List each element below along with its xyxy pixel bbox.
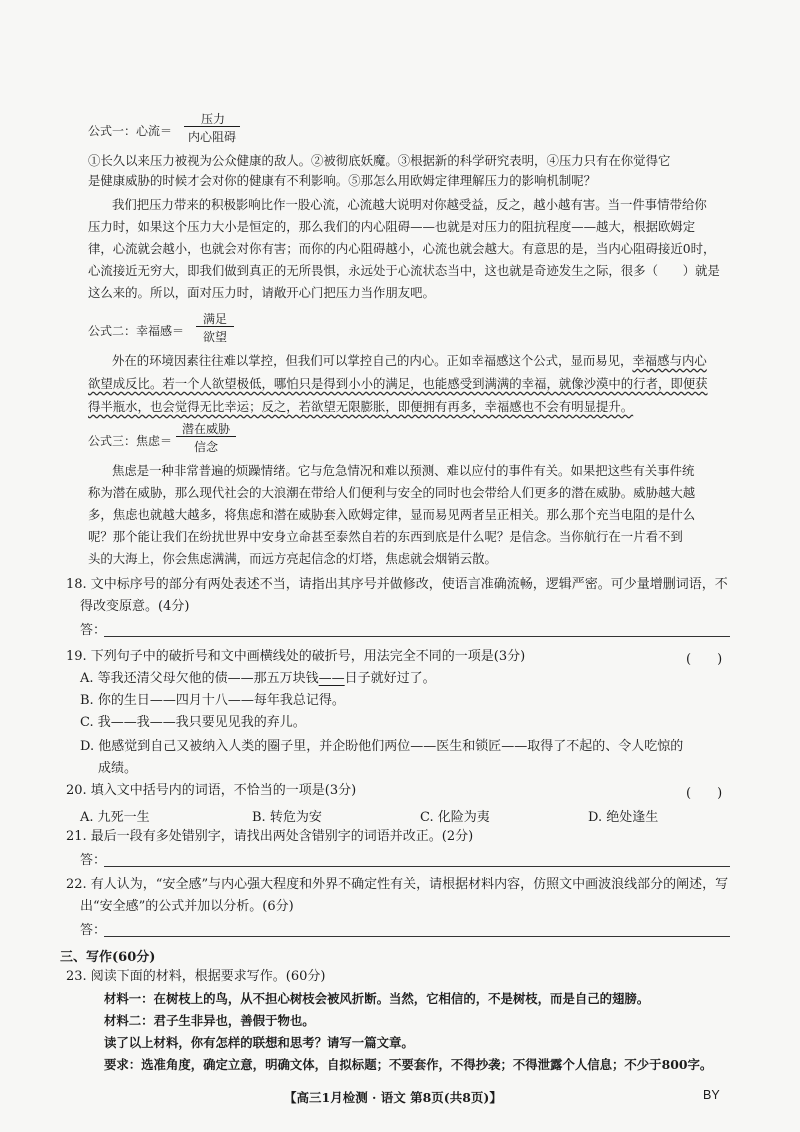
para4-line-5: 头的大海上，你会焦虑满满，而远方亮起信念的灯塔，焦虑就会烟销云散。 [88, 551, 497, 566]
para2-line-1: 我们把压力带来的积极影响比作一股心流，心流越大说明对你越受益，反之，越小越有害。当一件事情带给你 [112, 197, 707, 212]
q21-stem: 21. 最后一段有多处错别字，请找出两处含错别字的词语并改正。(2分) [66, 829, 474, 844]
formula-1-denominator: 内心阻碍 [187, 130, 236, 144]
para2-line-4: 心流接近无穷大，即我们做到真正的无所畏惧，永远处于心流状态当中，这也就是奇迹发生之际，很多（ ）就是 [88, 263, 720, 278]
q19-answer-paren[interactable]: ( ) [686, 652, 723, 667]
para2-line-3: 律，心流就会越小，也就会对你有害；而你的内心阻碍越小，心流也就会越大。有意思的是，当内心阻碍接近0时， [88, 241, 716, 256]
section-writing-title: 三、写作(60分) [60, 950, 156, 965]
q22-answer-line[interactable] [104, 936, 730, 937]
formula-3-numerator: 潜在威胁 [181, 422, 230, 436]
q19-option-d-cont: 成绩。 [98, 761, 138, 776]
para4-line-1: 焦虑是一种非常普遍的烦躁情绪。它与危急情况和难以预测、难以应付的事件有关。如果把这些有关事件统 [112, 463, 695, 478]
formula-2-label: 公式二：幸福感＝ [88, 324, 185, 338]
para4-line-4: 呢？那个能让我们在纷扰世界中安身立命甚至泰然自若的东西到底是什么呢？是信念。当你航行在一片看不到 [88, 529, 683, 544]
q22-stem-line-1: 22. 有人认为，“安全感”与内心强大程度和外界不确定性有关，请根据材料内容，仿照文中画波浪线部分的阐述，写 [66, 877, 729, 892]
formula-3-denominator: 信念 [193, 440, 218, 454]
q18-answer-line[interactable] [104, 636, 730, 637]
para2-line-2: 压力时，如果这个压力大小是恒定的，那么我们的内心阻碍——也就是对压力的阻抗程度——越大，根据欧姆定 [88, 219, 696, 234]
formula-2-denominator: 欲望 [202, 330, 227, 344]
fraction-bar [184, 126, 240, 127]
q21-answer-label: 答： [80, 853, 107, 868]
para3-line-1 [88, 352, 730, 370]
q19-option-b[interactable]: B. 你的生日——四月十八——每年我总记得。 [80, 693, 345, 708]
q23-requirements: 要求：选准角度，确定立意，明确文体，自拟标题；不要套作，不得抄袭；不得泄露个人信息；不少于800字。 [104, 1057, 713, 1072]
q22-stem-line-2: 出“安全感”的公式并加以分析。(6分) [80, 899, 294, 914]
wavy-underlined-text: 欲望成反比。若一个人欲望极低，哪怕只是得到小小的满足，也能感受到满满的幸福，就像沙漠中的行者，即便获 [88, 376, 708, 391]
q23-material-2: 材料二：君子生非异也，善假于物也。 [104, 1013, 315, 1028]
para4-line-3: 多，焦虑也就越大越多，将焦虑和潜在威胁套入欧姆定律，显而易见两者呈正相关。那么那个充当电阻的是什么 [88, 507, 696, 522]
para4-line-2: 称为潜在威胁，那么现代社会的大浪潮在带给人们便利与安全的同时也会带给人们更多的潜在威胁。威胁越大越 [88, 485, 696, 500]
q20-stem: 20. 填入文中括号内的词语，不恰当的一项是(3分) [66, 783, 357, 798]
para1-line-1: ①长久以来压力被视为公众健康的敌人。②被彻底妖魔。③根据新的科学研究表明，④压力只有在你觉得它 [88, 153, 671, 168]
q20-answer-paren[interactable]: ( ) [686, 786, 723, 801]
q20-option-b[interactable]: B. 转危为安 [252, 810, 322, 825]
wavy-underlined-text: 得半瓶水，也会觉得无比幸运；反之，若欲望无限膨胀，即便拥有再多，幸福感也不会有明显提升。 [88, 399, 634, 414]
q18-answer-label: 答： [80, 623, 107, 638]
para2-line-5: 这么来的。所以，面对压力时，请敞开心门把压力当作朋友吧。 [88, 285, 435, 300]
q19-option-d[interactable]: D. 他感觉到自己又被纳入人类的圈子里，并企盼他们两位——医生和锁匠——取得了不起的、令人吃惊的 [80, 739, 684, 754]
q19-option-c[interactable]: C. 我——我——我只要见见我的弃儿。 [80, 715, 306, 730]
q22-answer-label: 答： [80, 923, 107, 938]
q21-answer-line[interactable] [104, 866, 730, 867]
wavy-underlined-text: 幸福感与内心 [632, 353, 707, 368]
q23-material-1: 材料一：在树枝上的鸟，从不担心树枝会被风折断。当然，它相信的，不是树枝，而是自己的翅膀。 [104, 991, 650, 1006]
footer-code: BY [703, 1088, 720, 1102]
fraction-bar [196, 326, 234, 327]
formula-2-numerator: 满足 [202, 312, 227, 326]
para3-line-1-text: 外在的环境因素往往难以掌控，但我们可以掌控自己的内心。正如幸福感这个公式，显而易见， [112, 353, 633, 368]
q23-stem: 23. 阅读下面的材料，根据要求写作。(60分) [66, 969, 326, 984]
fraction-bar [176, 436, 236, 437]
underlined-dash: —— [318, 671, 345, 686]
q20-option-c[interactable]: C. 化险为夷 [420, 810, 490, 825]
q18-stem-line-1: 18. 文中标序号的部分有两处表述不当，请指出其序号并做修改，使语言准确流畅，逻辑严密。可少量增删词语，不 [66, 577, 728, 592]
page-footer: 【高三1月检测 · 语文 第8页(共8页)】 [284, 1090, 502, 1105]
q18-stem-line-2: 得改变原意。(4分) [80, 599, 190, 614]
q19-option-a-tail: 日子就好过了。 [344, 671, 436, 686]
para1-line-2: 是健康威胁的时候才会对你的健康有不利影响。⑤那怎么用欧姆定律理解压力的影响机制呢？ [88, 173, 597, 188]
para3-line-3 [88, 398, 730, 416]
q19-option-a[interactable] [80, 670, 730, 688]
q23-prompt: 读了以上材料，你有怎样的联想和思考？请写一篇文章。 [104, 1035, 414, 1050]
formula-1-label: 公式一：心流＝ [88, 124, 173, 138]
formula-3-label: 公式三：焦虑＝ [88, 434, 173, 448]
q20-option-a[interactable]: A. 九死一生 [80, 810, 150, 825]
formula-1-numerator: 压力 [200, 112, 225, 126]
q20-option-d[interactable]: D. 绝处逢生 [588, 810, 659, 825]
para3-line-2 [88, 375, 730, 393]
q19-option-a-text: A. 等我还清父母欠他的债——那五万块钱 [80, 671, 319, 686]
q19-stem: 19. 下列句子中的破折号和文中画横线处的破折号，用法完全不同的一项是(3分) [66, 649, 526, 664]
